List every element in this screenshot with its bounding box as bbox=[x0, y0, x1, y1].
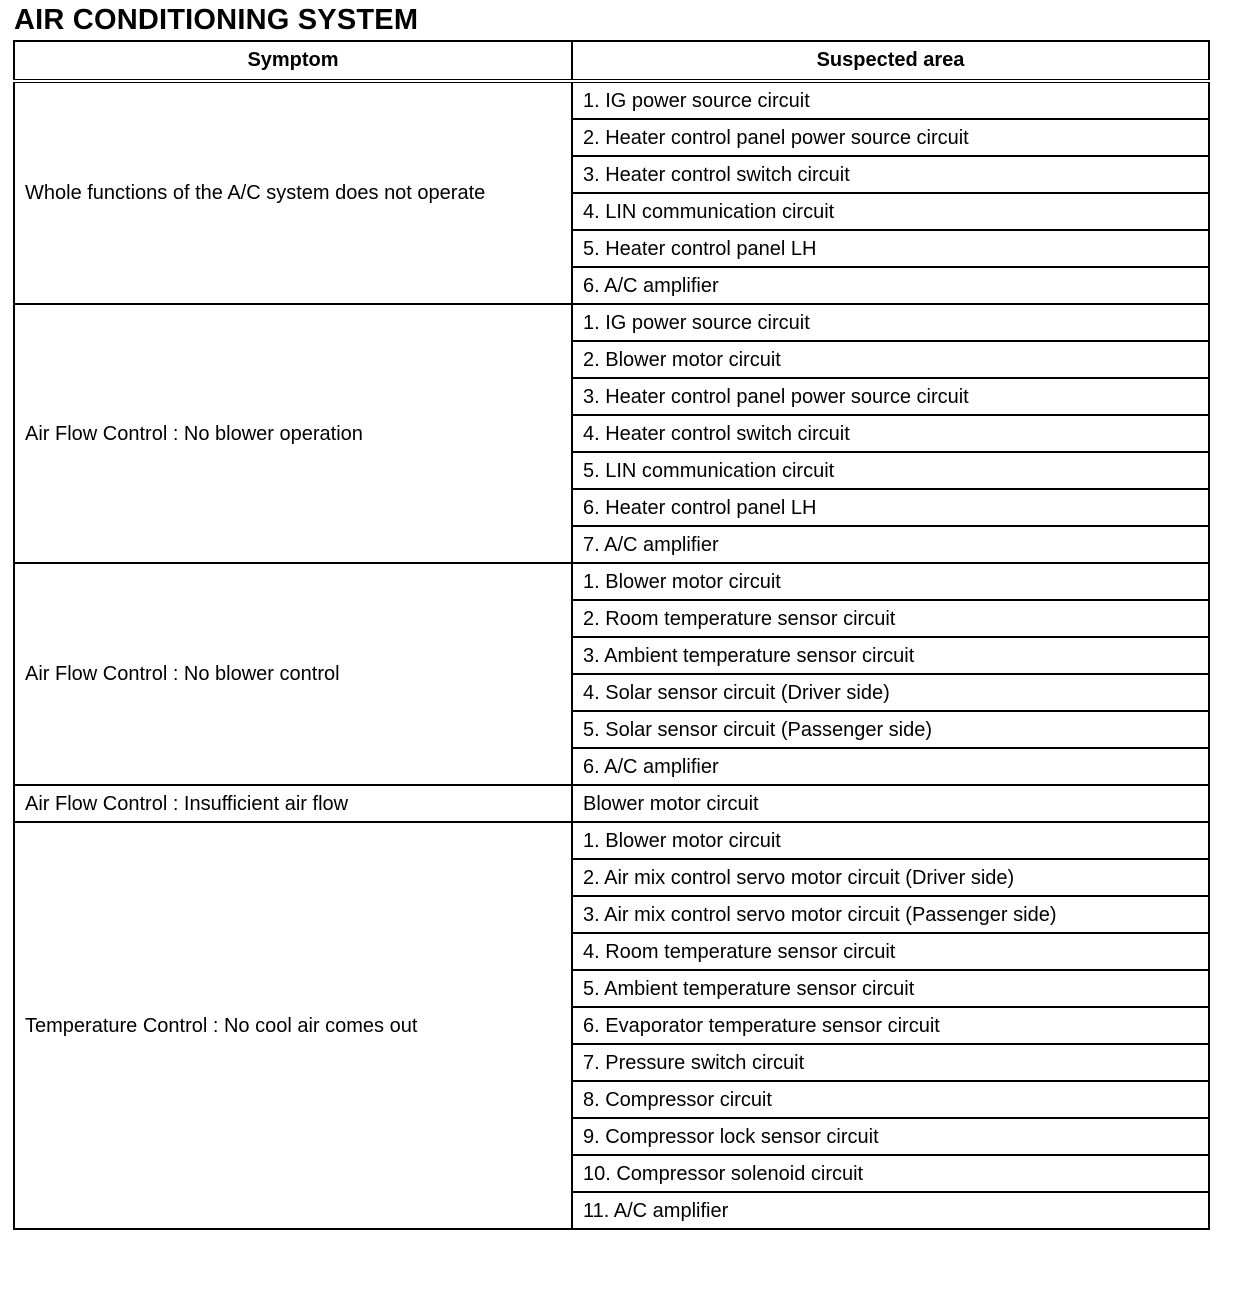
suspected-area-cell: 7. Pressure switch circuit bbox=[572, 1044, 1209, 1081]
suspected-area-cell: 2. Heater control panel power source circuit bbox=[572, 119, 1209, 156]
suspected-area-cell: 3. Ambient temperature sensor circuit bbox=[572, 637, 1209, 674]
suspected-area-cell: 5. LIN communication circuit bbox=[572, 452, 1209, 489]
suspected-area-cell: 6. A/C amplifier bbox=[572, 748, 1209, 785]
suspected-area-cell: 7. A/C amplifier bbox=[572, 526, 1209, 563]
suspected-area-cell: 4. Room temperature sensor circuit bbox=[572, 933, 1209, 970]
symptom-cell: Air Flow Control : No blower operation bbox=[14, 304, 572, 563]
header-symptom: Symptom bbox=[14, 41, 572, 81]
suspected-area-cell: 4. LIN communication circuit bbox=[572, 193, 1209, 230]
suspected-area-cell: 1. IG power source circuit bbox=[572, 81, 1209, 119]
table-row bbox=[14, 81, 1209, 119]
symptom-cell: Temperature Control : No cool air comes out bbox=[14, 822, 572, 1229]
symptom-cell: Air Flow Control : No blower control bbox=[14, 563, 572, 785]
suspected-area-cell: 11. A/C amplifier bbox=[572, 1192, 1209, 1229]
suspected-area-cell: 2. Blower motor circuit bbox=[572, 341, 1209, 378]
table-row bbox=[14, 785, 1209, 822]
suspected-area-cell: 9. Compressor lock sensor circuit bbox=[572, 1118, 1209, 1155]
suspected-area-cell: 5. Solar sensor circuit (Passenger side) bbox=[572, 711, 1209, 748]
suspected-area-cell: 3. Heater control panel power source circuit bbox=[572, 378, 1209, 415]
suspected-area-cell: 3. Air mix control servo motor circuit (Passenger side) bbox=[572, 896, 1209, 933]
symptom-cell: Whole functions of the A/C system does not operate bbox=[14, 81, 572, 304]
suspected-area-cell: 2. Air mix control servo motor circuit (Driver side) bbox=[572, 859, 1209, 896]
suspected-area-cell: 6. A/C amplifier bbox=[572, 267, 1209, 304]
table-row bbox=[14, 304, 1209, 341]
suspected-area-cell: 5. Ambient temperature sensor circuit bbox=[572, 970, 1209, 1007]
suspected-area-cell: 10. Compressor solenoid circuit bbox=[572, 1155, 1209, 1192]
suspected-area-cell: 2. Room temperature sensor circuit bbox=[572, 600, 1209, 637]
suspected-area-cell: 6. Evaporator temperature sensor circuit bbox=[572, 1007, 1209, 1044]
suspected-area-cell: 3. Heater control switch circuit bbox=[572, 156, 1209, 193]
suspected-area-cell: 6. Heater control panel LH bbox=[572, 489, 1209, 526]
suspected-area-cell: Blower motor circuit bbox=[572, 785, 1209, 822]
suspected-area-cell: 4. Solar sensor circuit (Driver side) bbox=[572, 674, 1209, 711]
suspected-area-cell: 5. Heater control panel LH bbox=[572, 230, 1209, 267]
header-suspected-area: Suspected area bbox=[572, 41, 1209, 81]
table-header-row bbox=[14, 41, 1209, 81]
suspected-area-cell: 8. Compressor circuit bbox=[572, 1081, 1209, 1118]
suspected-area-cell: 1. Blower motor circuit bbox=[572, 822, 1209, 859]
symptom-cell: Air Flow Control : Insufficient air flow bbox=[14, 785, 572, 822]
suspected-area-cell: 1. Blower motor circuit bbox=[572, 563, 1209, 600]
suspected-area-cell: 4. Heater control switch circuit bbox=[572, 415, 1209, 452]
suspected-area-cell: 1. IG power source circuit bbox=[572, 304, 1209, 341]
table-body bbox=[14, 81, 1209, 1229]
problem-symptoms-table bbox=[13, 40, 1210, 1230]
table-row bbox=[14, 822, 1209, 859]
table-row bbox=[14, 563, 1209, 600]
page-title: AIR CONDITIONING SYSTEM bbox=[14, 4, 419, 36]
